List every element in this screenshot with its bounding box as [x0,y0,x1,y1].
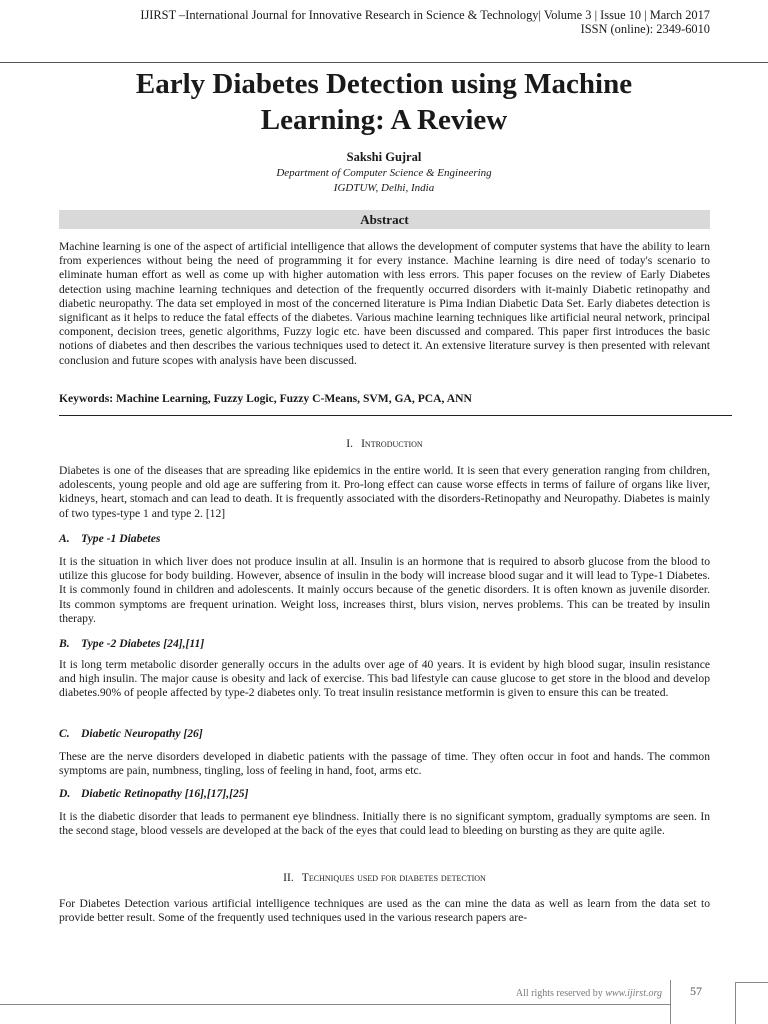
subsection-letter: C. [59,727,70,740]
footer-divider [0,1004,670,1005]
subsection-title: Diabetic Retinopathy [16],[17],[25] [81,787,249,800]
journal-header [40,8,710,36]
neuropathy-text: These are the nerve disorders developed in diabetic patients with the passage of time. They often occur in foot and hands. The common symptoms are pain, numbness, tingling, loss of feeling in hand, foot, arms etc. [59,750,710,778]
techniques-text: For Diabetes Detection various artificial intelligence techniques are used as the can mine the data as well as learn from the data set to provide better result. Some of the frequently used techniques used in the various research papers are- [59,897,710,925]
subsection-heading-neuropathy [59,727,710,740]
subsection-heading-type2 [59,637,710,650]
footer-copyright [516,988,662,999]
paper-title [60,66,708,138]
subsection-title: Type -1 Diabetes [81,532,161,545]
section-heading-introduction [59,437,710,450]
footer-site-link[interactable]: www.ijirst.org [605,988,662,999]
affiliation-institution: IGDTUW, Delhi, India [333,182,435,194]
affiliation-department: Department of Computer Science & Engineering [276,167,492,179]
retinopathy-text: It is the diabetic disorder that leads to permanent eye blindness. Initially there is no significant symptom, gradually symptoms are seen. In the second stage, blood vessels are developed at the back of the eyes that could lead to bleeding on bursting as they are quite agile. [59,810,710,838]
type1-text: It is the situation in which liver does not produce insulin at all. Insulin is an hormone that is required to absorb glucose from the blood to utilize this glucose for body building. However, absence of insulin in the body will increase blood sugar and it will lead to Type-1 Diabetes. It is commonly found in children and adolescents. It mainly occurs because of the genetic disorders. It is often known as juvenile disorder. Its common symptoms are frequent urination. Weight loss, increases thirst, blurs vision, nerves problems. This can be treated by insulin therapy. [59,555,710,625]
footer-page-box-top [735,982,768,983]
abstract-heading: Abstract [59,210,710,229]
section-number: I. [346,437,354,450]
subsection-title: Type -2 Diabetes [24],[11] [81,637,205,650]
footer-rights-text: All rights reserved by [515,988,603,999]
paper-title-line-2: Learning: A Review [260,104,508,136]
paper-title-line-1: Early Diabetes Detection using Machine [135,68,633,100]
footer-page-box-left [670,980,671,1024]
subsection-heading-retinopathy [59,787,710,800]
type2-text: It is long term metabolic disorder generally occurs in the adults over age of 40 years. It is evident by high blood sugar, insulin resistance and high insulin. The major cause is obesity and lack of exercise. This bad lifestyle can cause glucose to get store in the blood and develop diabetes.90% of people affected by type-2 diabetes only. To treat insulin resistance metformin is given to ensure this can be treated. [59,658,710,700]
subsection-heading-type1 [59,532,710,545]
keywords: Keywords: Machine Learning, Fuzzy Logic, Fuzzy C-Means, SVM, GA, PCA, ANN [59,392,472,405]
subsection-letter: B. [59,637,70,650]
page-number: 57 [690,984,702,998]
introduction-text: Diabetes is one of the diseases that are spreading like epidemics in the entire world. It is seen that every generation ranging from children, adolescents, young people and old age are suffering from it. Pro-long effect can cause worse effects in terms of failure of organs like liver, kidneys, heart, stomach and can lead to death. It is frequently associated with the disorders-Retinopathy and Neuropathy. Diabetes is mainly of two types-type 1 and type 2. [12] [59,464,710,520]
abstract-text: Machine learning is one of the aspect of artificial intelligence that allows the development of computer systems that have the ability to learn from experiences without being the need of programming it for every instance. Machine learning is dire need of today's scenario to eliminate human effort as well as come up with higher automation with less errors. This paper focuses on the review of Early Diabetes detection using machine learning techniques and detection of the frequently occurred disorders with it-mainly Diabetic retinopathy and diabetic neuropathy. The data set employed in most of the concerned literature is Pima Indian Diabetic Data Set. Early diabetes detection is significant as it helps to reduce the fatal effects of the diabetes. Various machine learning techniques like artificial neural network, principal component, decision trees, genetic algorithms, Fuzzy logic etc. have been discussed and compared. This paper first introduces the basic notions of diabetes and then describes the various techniques used to detect it. An extensive literature survey is then presented with relevant conclusion and future scopes with analysis have been discussed. [59,240,710,367]
author-affiliation [60,166,708,196]
keywords-divider [59,415,732,416]
subsection-letter: A. [59,532,70,545]
section-title: Techniques used for diabetes detection [301,871,486,884]
section-number: II. [283,871,294,884]
journal-issn: ISSN (online): 2349-6010 [580,22,710,36]
author-name: Sakshi Gujral [346,150,422,164]
section-title: Introduction [361,437,423,450]
footer-page-box-right [735,982,736,1024]
section-heading-techniques [59,871,710,884]
subsection-letter: D. [59,787,71,800]
header-divider [0,62,768,63]
subsection-title: Diabetic Neuropathy [26] [81,727,203,740]
journal-citation: IJIRST –International Journal for Innovative Research in Science & Technology| Volume 3 | Issue 10 | March 2017 [140,8,710,22]
